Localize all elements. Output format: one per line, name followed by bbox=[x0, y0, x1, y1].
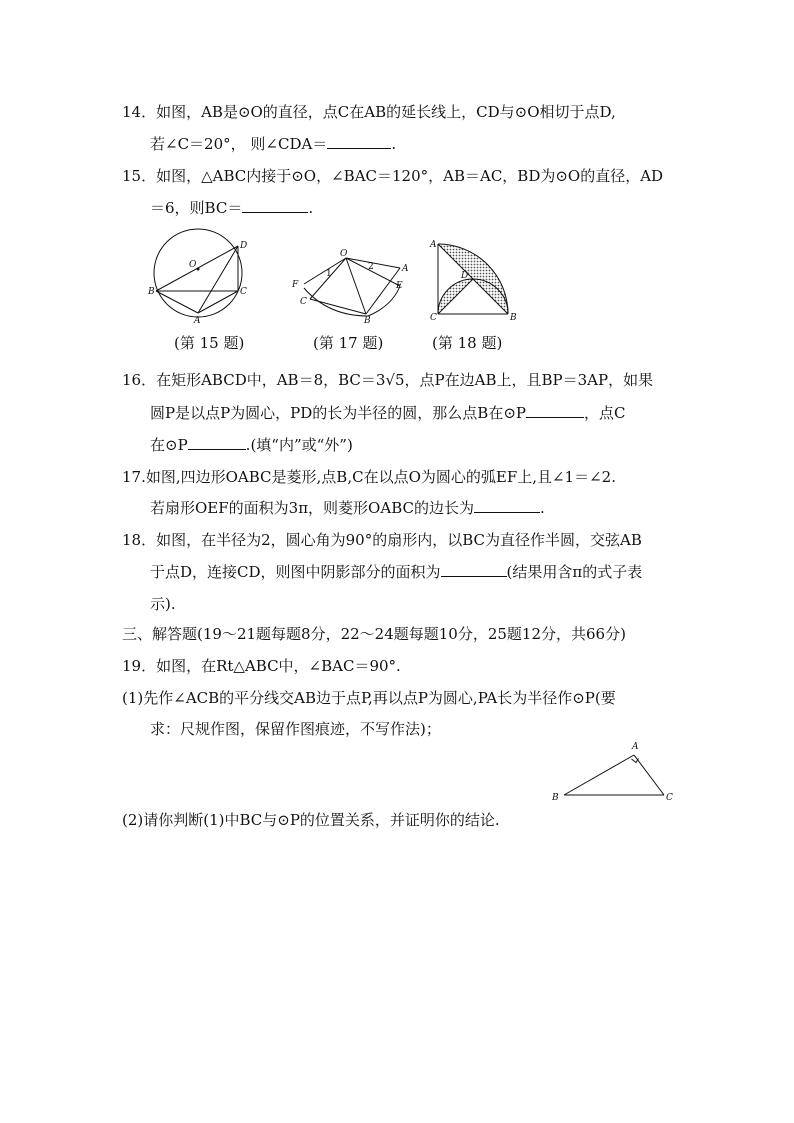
fig18-caption: (第 18 题) bbox=[432, 334, 503, 352]
q16-text-c: 在⊙P bbox=[150, 436, 188, 454]
q19-part1-line2: 求：尺规作图，保留作图痕迹，不写作法)； bbox=[150, 720, 441, 738]
fig18-label-c: C bbox=[430, 313, 437, 323]
q17-line2 bbox=[150, 498, 545, 518]
q17-line1: 17.如图,四边形OABC是菱形,点B,C在以点O为圆心的弧EF上,且∠1＝∠2. bbox=[122, 468, 616, 486]
fig17-label-o: O bbox=[340, 249, 348, 259]
fig18-label-d: D bbox=[461, 271, 469, 281]
q19-intro: 19．如图，在Rt△ABC中，∠BAC＝90°. bbox=[122, 657, 401, 675]
q15-answer-blank[interactable] bbox=[242, 198, 308, 213]
q16-answer-blank-b[interactable] bbox=[526, 403, 584, 418]
q15-text: ＝6，则BC＝ bbox=[150, 199, 243, 217]
fig17-label-c: C bbox=[300, 297, 307, 307]
fig15-label-b: B bbox=[148, 287, 155, 297]
fig17-label-e: E bbox=[396, 281, 403, 291]
q18-line2 bbox=[150, 562, 642, 582]
q17-text: 若扇形OEF的面积为3π，则菱形OABC的边长为 bbox=[150, 499, 474, 517]
q18-line3: 示). bbox=[150, 595, 176, 613]
q17-end: . bbox=[539, 499, 545, 517]
q19-part2: (2)请你判断(1)中BC与⊙P的位置关系，并证明你的结论. bbox=[122, 811, 500, 829]
fig15-label-d: D bbox=[240, 241, 248, 251]
figure-18 bbox=[428, 236, 528, 326]
q18-text-a: 于点D，连接CD，则图中阴影部分的面积为 bbox=[150, 563, 441, 581]
q18-line1: 18．如图，在半径为2，圆心角为90°的扇形内，以BC为直径作半圆，交弦AB bbox=[122, 531, 642, 549]
q16-answer-blank-c[interactable] bbox=[188, 435, 246, 450]
fig19-label-b: B bbox=[552, 793, 559, 803]
fig18-label-b: B bbox=[510, 313, 517, 323]
fig15-label-o: O bbox=[189, 260, 197, 270]
fig19-label-c: C bbox=[666, 793, 673, 803]
fig17-label-a: A bbox=[402, 264, 409, 274]
fig15-label-c: C bbox=[240, 287, 247, 297]
q17-answer-blank[interactable] bbox=[474, 498, 540, 513]
q19-part1-line1: (1)先作∠ACB的平分线交AB边于点P,再以点P为圆心,PA长为半径作⊙P(要 bbox=[122, 689, 616, 707]
figure-19 bbox=[546, 738, 682, 804]
fig17-caption: (第 17 题) bbox=[313, 334, 384, 352]
section3-heading: 三、解答题(19～21题每题8分，22～24题每题10分，25题12分，共66分) bbox=[122, 625, 626, 643]
q14-answer-blank[interactable] bbox=[327, 134, 391, 149]
q16-text-d: .(填“内”或“外”) bbox=[245, 436, 353, 454]
q15-line2 bbox=[150, 198, 313, 218]
q16-line1: 16．在矩形ABCD中，AB＝8，BC＝3√5，点P在边AB上，且BP＝3AP，如果 bbox=[122, 371, 654, 389]
q16-text-a: 圆P是以点P为圆心，PD的长为半径的圆，那么点B在⊙P bbox=[150, 404, 526, 422]
fig17-label-angle1: 1 bbox=[326, 269, 332, 279]
fig17-label-b: B bbox=[364, 316, 371, 324]
fig17-label-angle2: 2 bbox=[368, 262, 374, 272]
q15-end: . bbox=[308, 199, 314, 217]
q16-text-b: ，点C bbox=[584, 404, 626, 422]
fig15-label-a: A bbox=[194, 316, 201, 326]
q16-line3 bbox=[150, 435, 353, 455]
q14-text: 若∠C＝20°， 则∠CDA＝ bbox=[150, 135, 328, 153]
q14-line2 bbox=[150, 134, 396, 154]
q18-text-b: (结果用含π的式子表 bbox=[506, 563, 643, 581]
figure-17 bbox=[288, 244, 418, 324]
fig19-label-a: A bbox=[632, 742, 639, 752]
q18-answer-blank[interactable] bbox=[441, 562, 507, 577]
q14-line1: 14．如图，AB是⊙O的直径，点C在AB的延长线上，CD与⊙O相切于点D, bbox=[122, 103, 616, 121]
figure-15 bbox=[146, 226, 256, 326]
q14-end: . bbox=[391, 135, 397, 153]
fig18-label-a: A bbox=[430, 240, 437, 250]
q15-line1: 15．如图，△ABC内接于⊙O，∠BAC＝120°，AB＝AC，BD为⊙O的直径，AD bbox=[122, 167, 664, 185]
fig15-caption: (第 15 题) bbox=[174, 334, 245, 352]
fig17-label-f: F bbox=[292, 280, 299, 290]
q16-line2 bbox=[150, 403, 625, 423]
